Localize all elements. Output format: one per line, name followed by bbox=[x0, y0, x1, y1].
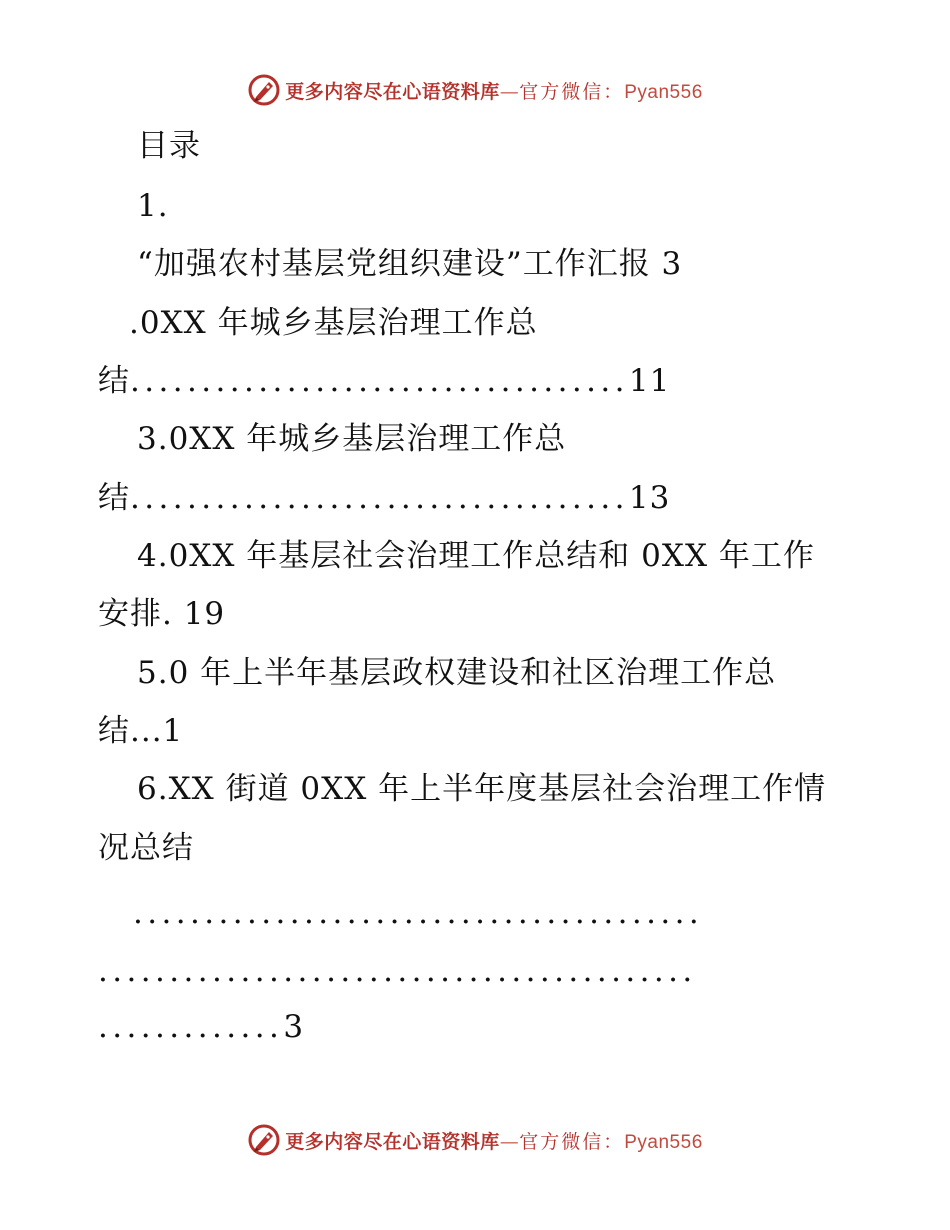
toc-item-5-title: 5.0 年上半年基层政权建设和社区治理工作总 bbox=[137, 655, 777, 691]
toc-item-2-leader bbox=[98, 361, 670, 401]
toc-item-3-leader bbox=[98, 478, 670, 518]
watermark-official-label: 官方微信： bbox=[519, 80, 625, 103]
toc-item-3-dots: ................................... bbox=[130, 480, 629, 516]
toc-item-4-cont: 安排. 19 bbox=[98, 596, 226, 632]
pen-logo-icon bbox=[247, 1123, 281, 1157]
watermark-dash: — bbox=[499, 80, 520, 103]
toc-item-1-title: “加强农村基层党组织建设”工作汇报 3 bbox=[137, 246, 683, 282]
watermark-dash: — bbox=[499, 1130, 520, 1153]
toc-item-6-dots-1: ........................................ bbox=[133, 895, 704, 931]
toc-item-3-end: 结 bbox=[98, 480, 130, 516]
watermark-main-text: 更多内容尽在心语资料库 bbox=[285, 1130, 500, 1153]
watermark-main-text: 更多内容尽在心语资料库 bbox=[285, 80, 500, 103]
watermark-official-label: 官方微信： bbox=[519, 1130, 625, 1153]
toc-item-6-cont: 况总结 bbox=[98, 830, 194, 866]
toc-item-1-number: 1. bbox=[137, 188, 169, 224]
toc-heading: 目录 bbox=[137, 128, 201, 164]
toc-item-5-cont: 结...1 bbox=[98, 713, 184, 749]
toc-item-6-dots-3: ............. bbox=[98, 1009, 284, 1045]
toc-item-2-dots: ................................... bbox=[130, 363, 629, 399]
toc-item-2-page: 11 bbox=[628, 363, 671, 399]
toc-item-6-page: 3 bbox=[283, 1009, 305, 1045]
toc-item-6-leader bbox=[98, 1007, 304, 1047]
toc-item-2-end: 结 bbox=[98, 363, 130, 399]
watermark-wechat-id: Pyan556 bbox=[624, 1131, 703, 1153]
toc-item-4-title: 4.0XX 年基层社会治理工作总结和 0XX 年工作 bbox=[137, 538, 815, 574]
toc-item-3-page: 13 bbox=[628, 480, 671, 516]
toc-item-6-title: 6.XX 街道 0XX 年上半年度基层社会治理工作情 bbox=[137, 771, 827, 807]
toc-item-6-dots-2: .......................................... bbox=[98, 953, 697, 989]
watermark-banner-bottom bbox=[0, 1120, 950, 1160]
toc-item-2-title: .0XX 年城乡基层治理工作总 bbox=[129, 305, 538, 341]
watermark-wechat-id: Pyan556 bbox=[624, 81, 703, 103]
toc-item-3-title: 3.0XX 年城乡基层治理工作总 bbox=[137, 421, 567, 457]
